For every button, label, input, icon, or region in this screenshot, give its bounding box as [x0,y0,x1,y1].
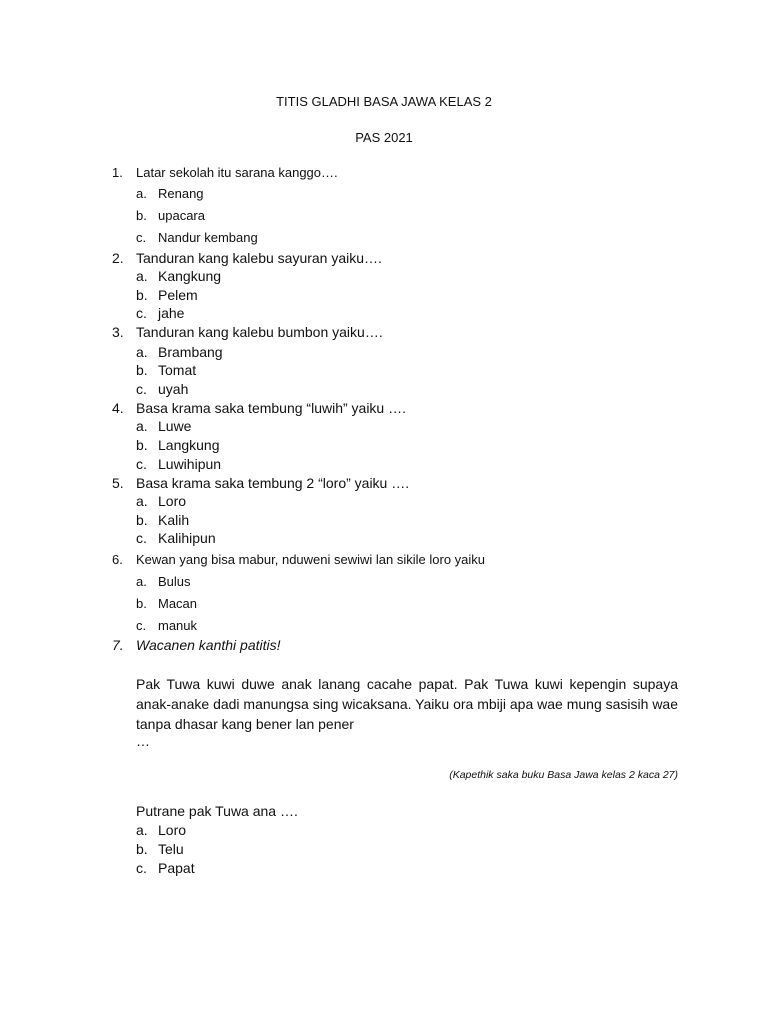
option-text: Kalih [158,512,190,528]
option-1c [0,230,768,250]
option-letter: b. [136,287,148,303]
question-text: Tanduran kang kalebu sayuran yaiku…. [136,250,382,266]
option-2a [0,268,768,288]
option-text: Kalihipun [158,530,216,546]
option-4a [0,418,768,438]
option-text: Luwe [158,418,192,434]
option-letter: a. [136,186,147,201]
option-letter: a. [136,268,148,284]
option-letter: c. [136,618,147,633]
question-number: 1. [112,165,123,180]
question-number: 2. [112,250,124,266]
option-text: Loro [158,822,187,838]
question-number: 3. [112,324,124,340]
option-2b [0,287,768,307]
option-7c [0,860,768,880]
option-text: Brambang [158,344,223,360]
option-3a [0,344,768,364]
page-subtitle: PAS 2021 [355,130,413,145]
question-1 [0,165,768,185]
option-text: Loro [158,493,187,509]
option-letter: b. [136,362,148,378]
question-text: Tanduran kang kalebu bumbon yaiku…. [136,324,383,340]
option-text: upacara [158,208,205,223]
option-6a [0,574,768,594]
passage-ellipsis: … [136,733,150,749]
question-4 [0,400,768,420]
option-letter: b. [136,512,148,528]
option-6b [0,596,768,616]
option-text: uyah [158,381,189,397]
option-5c [0,530,768,550]
option-letter: c. [136,305,147,321]
option-letter: b. [136,208,147,223]
option-text: Tomat [158,362,197,378]
option-5b [0,512,768,532]
option-4b [0,437,768,457]
question-5 [0,475,768,495]
option-text: Nandur kembang [158,230,258,245]
question-number: 6. [112,552,123,567]
option-5a [0,493,768,513]
option-text: Macan [158,596,198,611]
option-3b [0,362,768,382]
passage-citation: (Kapethik saka buku Basa Jawa kelas 2 kaca 27) [449,769,678,781]
option-1a [0,186,768,206]
option-text: jahe [158,305,185,321]
question-7-prompt: Putrane pak Tuwa ana …. [136,803,298,819]
option-letter: c. [136,381,147,397]
option-letter: a. [136,822,148,838]
option-text: Renang [158,186,204,201]
option-text: Bulus [158,574,191,589]
option-letter: a. [136,418,148,434]
reading-passage [136,674,678,734]
option-text: Luwihipun [158,456,222,472]
option-2c [0,305,768,325]
passage-line: Pak Tuwa kuwi duwe anak lanang cacahe papat. Pak Tuwa kuwi kepengin supaya [136,676,678,692]
option-letter: a. [136,493,148,509]
option-text: Kangkung [158,268,222,284]
option-text: Pelem [158,287,198,303]
option-4c [0,456,768,476]
option-text: manuk [158,618,198,633]
option-1b [0,208,768,228]
question-text: Basa krama saka tembung “luwih” yaiku …. [136,400,406,416]
option-text: Langkung [158,437,220,453]
option-letter: c. [136,456,147,472]
option-letter: c. [136,860,147,876]
question-number: 5. [112,475,124,491]
question-text: Wacanen kanthi patitis! [136,637,281,653]
option-6c [0,618,768,638]
option-3c [0,381,768,401]
passage-line: tanpa dhasar kang bener lan pener [136,716,354,732]
option-letter: a. [136,344,148,360]
question-number: 7. [112,637,124,653]
option-text: Telu [158,841,184,857]
question-7 [0,637,768,657]
option-7b [0,841,768,861]
option-letter: b. [136,437,148,453]
option-letter: c. [136,530,147,546]
option-7a [0,822,768,842]
passage-line: anak-anake dadi manungsa sing wicaksana. Yaiku ora mbiji apa wae mung sasisih wae [136,696,678,712]
option-letter: b. [136,596,147,611]
option-text: Papat [158,860,195,876]
page-title: TITIS GLADHI BASA JAWA KELAS 2 [276,94,492,109]
question-2 [0,250,768,270]
question-6 [0,552,768,572]
question-number: 4. [112,400,124,416]
question-3 [0,324,768,344]
option-letter: c. [136,230,147,245]
option-letter: a. [136,574,147,589]
question-text: Basa krama saka tembung 2 “loro” yaiku …. [136,475,410,491]
question-text: Kewan yang bisa mabur, nduweni sewiwi lan sikile loro yaiku [136,552,486,567]
question-text: Latar sekolah itu sarana kanggo…. [136,165,338,180]
option-letter: b. [136,841,148,857]
